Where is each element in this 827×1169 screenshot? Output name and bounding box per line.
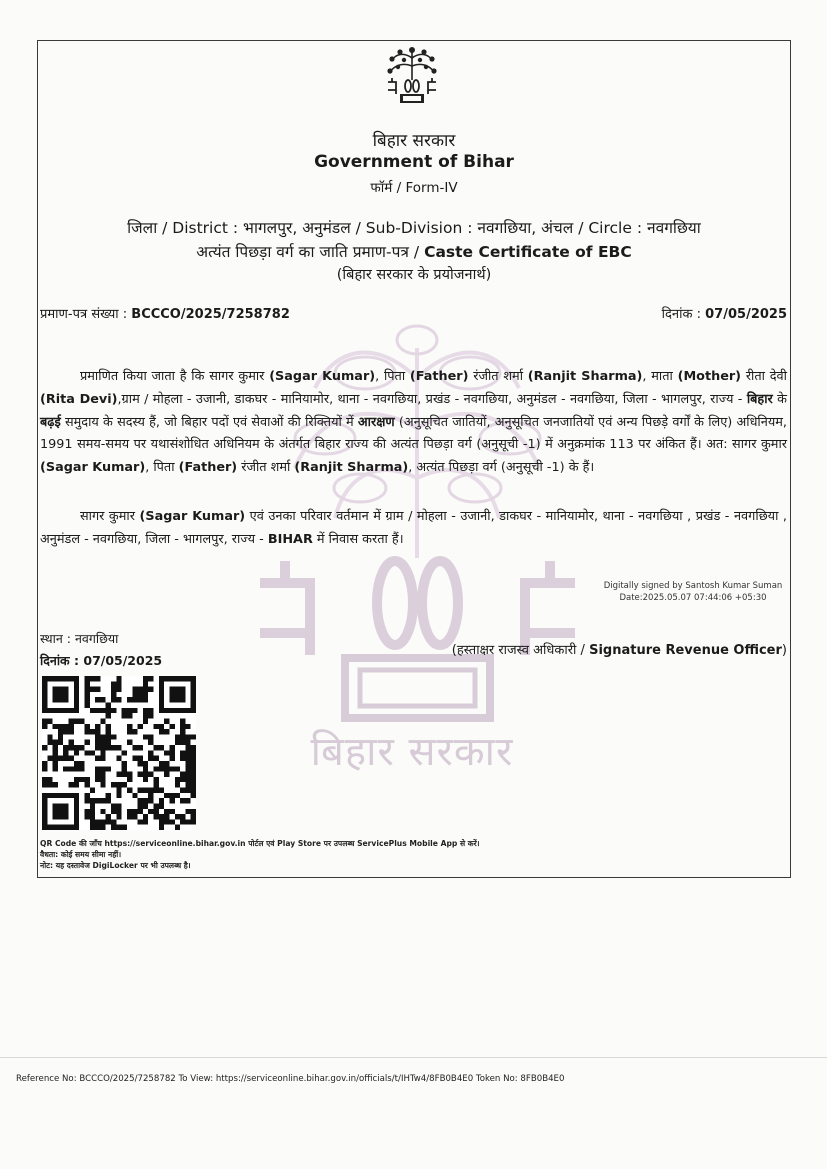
text: , अत्यंत पिछड़ा वर्ग (अनुसूची -1) के हैं।: [408, 460, 595, 476]
place-value: नवगछिया: [74, 631, 119, 646]
issue-date: [662, 304, 787, 322]
circle-value: नवगछिया: [646, 219, 701, 237]
sign-date-label: दिनांक :: [40, 653, 80, 668]
district-value: भागलपुर,: [243, 219, 298, 237]
digital-signature-date: Date:2025.05.07 07:44:06 +05:30: [619, 593, 767, 603]
text: ,ग्राम / मोहला - उजानी, डाकघर - मानियामोर, थाना - नवगछिया, प्रखंड - नवगछिया, अनुमंडल - नवगछिया, जिला - भागलपुर, राज्य -: [117, 391, 747, 407]
text: समुदाय के सदस्य हैं, जो बिहार पदों एवं सेवाओं की रिक्तियों में: [60, 414, 358, 430]
certificate-title-hindi: अत्यंत पिछड़ा वर्ग का जाति प्रमाण-पत्र /: [196, 243, 420, 261]
digilocker-note: नोट: यह दस्तावेज DigiLocker पर भी उपलब्ध है।: [40, 861, 191, 870]
issue-date-value: 07/05/2025: [705, 307, 787, 322]
father-label: (Father): [409, 369, 469, 384]
text: प्रमाणित किया जाता है कि सागर कुमार: [80, 369, 270, 384]
purpose-note: (बिहार सरकार के प्रयोजनार्थ): [336, 267, 492, 283]
certificate-title-english: Caste Certificate of EBC: [424, 243, 632, 261]
watermark-text: बिहार सरकार: [310, 729, 514, 775]
title-english: Government of Bihar: [314, 152, 514, 172]
name-english: (Sagar Kumar): [269, 369, 376, 384]
verification-notes: [40, 838, 480, 871]
subdivision-label: अनुमंडल / Sub-Division :: [302, 219, 473, 237]
name-english: (Sagar Kumar): [139, 509, 246, 524]
text: , पिता: [145, 460, 179, 476]
text: रंजीत शर्मा: [468, 369, 528, 384]
father-name-english: (Ranjit Sharma): [527, 369, 643, 384]
subdivision-value: नवगछिया,: [477, 219, 537, 237]
bihar-emblem-icon: [380, 44, 444, 110]
signature-hindi: (हस्ताक्षर राजस्व अधिकारी /: [451, 643, 590, 658]
certificate-number: [40, 304, 290, 322]
page-divider: [0, 1057, 827, 1058]
title-hindi: बिहार सरकार: [372, 131, 456, 151]
digital-signature-signer: Digitally signed by Santosh Kumar Suman: [603, 581, 783, 591]
certificate-body-paragraph: [40, 366, 787, 480]
qr-code-icon[interactable]: [42, 676, 196, 830]
place-label: स्थान :: [40, 631, 71, 646]
circle-label: अंचल / Circle :: [541, 219, 643, 237]
validity-note: वैधता: कोई समय सीमा नहीं।: [40, 850, 122, 859]
mother-label: (Mother): [677, 369, 742, 384]
certificate-title: [37, 240, 791, 262]
reservation-term: आरक्षण: [357, 414, 395, 430]
reference-line: Reference No: BCCCO/2025/7258782 To View: https://serviceonline.bihar.gov.in/officials/t/IHTw4/8FB0B4E0 Token No: 8FB0B4E0: [16, 1074, 565, 1084]
qr-verify-note: QR Code की जाँच https://serviceonline.bihar.gov.in पोर्टल एवं Play Store पर उपलब्ध ServicePlus Mobile App से करें।: [40, 839, 480, 848]
text: , पिता: [375, 369, 410, 384]
state-english: BIHAR: [267, 531, 313, 547]
name-english: (Sagar Kumar): [40, 460, 146, 476]
father-label: (Father): [178, 460, 238, 476]
residence-paragraph: [40, 506, 787, 552]
signature-line: [452, 640, 787, 658]
community-name: बढ़ई: [40, 414, 61, 430]
issue-date-label: दिनांक :: [661, 307, 701, 322]
text: सागर कुमार: [80, 509, 140, 524]
text: के: [772, 391, 787, 407]
district-label: जिला / District :: [127, 219, 239, 237]
signature-english: Signature Revenue Officer: [589, 643, 782, 658]
digital-signature: [595, 580, 791, 604]
text: में निवास करता हैं।: [312, 531, 404, 547]
mother-name-english: (Rita Devi): [40, 391, 118, 407]
text: रंजीत शर्मा: [237, 460, 295, 476]
certificate-number-label: प्रमाण-पत्र संख्या :: [40, 307, 128, 322]
state-name: बिहार: [746, 391, 773, 407]
signature-close: ): [781, 643, 787, 658]
text: (अनुसूचित जातियों, अनुसूचित जनजातियों एवं अन्य पिछड़े वर्गों के लिए) अधिनियम, 1991 समय-समय पर यथासंशोधित अधिनियम के अंतर्गत बिहार राज्य की अत्यंत पिछड़ा वर्ग (अनुसूची -1) में अनुक्रमांक 113 पर अंकित हैं। अत: सागर कुमार: [40, 414, 787, 453]
place: [40, 630, 118, 647]
text: रीता देवी: [741, 369, 787, 384]
text: , माता: [642, 369, 678, 384]
form-label: फॉर्म / Form-IV: [370, 180, 458, 196]
sign-date: [40, 652, 162, 669]
sign-date-value: 07/05/2025: [83, 653, 163, 668]
father-name-english: (Ranjit Sharma): [294, 460, 409, 476]
district-line: [37, 216, 791, 238]
text: एवं उनका परिवार वर्तमान में ग्राम / मोहला - उजानी, डाकघर - मानियामोर, थाना - नवगछिया , प्रखंड - नवगछिया , अनुमंडल - नवगछिया, जिला - भागलपुर, राज्य -: [40, 509, 787, 547]
certificate-number-value: BCCCO/2025/7258782: [131, 307, 290, 322]
